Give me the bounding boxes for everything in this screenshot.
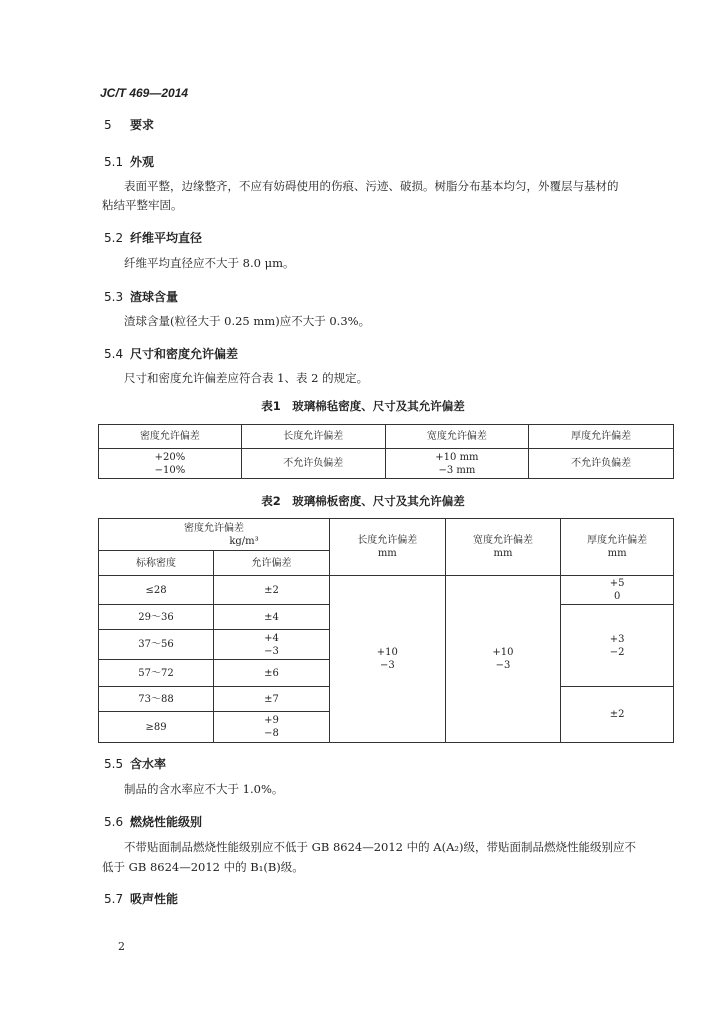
t2-col-tol: 允许偏差 bbox=[214, 551, 330, 576]
section-5-2-text: 纤维平均直径应不大于 8.0 μm。 bbox=[124, 256, 295, 270]
t2-thickness-value-2: +3 −2 bbox=[561, 605, 674, 687]
t1-header-density: 密度允许偏差 bbox=[99, 425, 242, 449]
t1-header-length: 长度允许偏差 bbox=[241, 425, 385, 449]
section-5-3-heading: 5.3 渣球含量 bbox=[104, 290, 179, 304]
table-row-tol: ±6 bbox=[214, 660, 330, 687]
t2-thickness-value-3: ±2 bbox=[561, 687, 674, 743]
section-5-1-text-line2: 粘结平整牢固。 bbox=[102, 198, 183, 212]
document-header: JC/T 469—2014 bbox=[100, 86, 189, 100]
t1-length-cell: 不允许负偏差 bbox=[241, 449, 385, 479]
t2-thickness-header: 厚度允许偏差 mm bbox=[561, 519, 674, 576]
section-5-4-heading: 5.4 尺寸和密度允许偏差 bbox=[104, 347, 239, 361]
table-row-nominal: ≥89 bbox=[99, 712, 214, 743]
table1 bbox=[98, 424, 674, 479]
table-row-tol: +9 −8 bbox=[214, 712, 330, 743]
t2-length-value: +10 −3 bbox=[329, 576, 445, 743]
table-row-tol: +4 −3 bbox=[214, 630, 330, 660]
section-5-5-text: 制品的含水率应不大于 1.0%。 bbox=[124, 782, 284, 796]
section-5-5-heading: 5.5 含水率 bbox=[104, 757, 167, 771]
t2-thickness-value-1: +5 0 bbox=[561, 576, 674, 605]
t2-col-nominal: 标称密度 bbox=[99, 551, 214, 576]
t2-length-header: 长度允许偏差 mm bbox=[329, 519, 445, 576]
table2-caption: 表2 玻璃棉板密度、尺寸及其允许偏差 bbox=[261, 494, 465, 508]
t1-density-cell: +20% −10% bbox=[99, 449, 242, 479]
t1-header-thickness: 厚度允许偏差 bbox=[529, 425, 674, 449]
table-row-nominal: 37～56 bbox=[99, 630, 214, 660]
t1-header-width: 宽度允许偏差 bbox=[385, 425, 529, 449]
page-number: 2 bbox=[118, 940, 125, 953]
t2-width-header: 宽度允许偏差 mm bbox=[445, 519, 561, 576]
table-row-tol: ±2 bbox=[214, 576, 330, 605]
section-5-2-heading: 5.2 纤维平均直径 bbox=[104, 231, 203, 245]
table-row-nominal: 29～36 bbox=[99, 605, 214, 630]
t2-width-value: +10 −3 bbox=[445, 576, 561, 743]
section-5-heading: 5 要求 bbox=[104, 118, 155, 132]
section-5-7-heading: 5.7 吸声性能 bbox=[104, 892, 179, 906]
table-row-tol: ±4 bbox=[214, 605, 330, 630]
table2 bbox=[98, 518, 674, 743]
table-row-nominal: 73～88 bbox=[99, 687, 214, 712]
section-5-1-text-line1: 表面平整，边缘整齐，不应有妨碍使用的伤痕、污迹、破损。树脂分布基本均匀，外覆层与基材的 bbox=[124, 179, 619, 193]
t2-density-header: 密度允许偏差 kg/m³ bbox=[99, 519, 330, 551]
section-5-4-text: 尺寸和密度允许偏差应符合表 1、表 2 的规定。 bbox=[124, 371, 369, 385]
table1-caption: 表1 玻璃棉毡密度、尺寸及其允许偏差 bbox=[261, 399, 465, 413]
section-5-3-text: 渣球含量(粒径大于 0.25 mm)应不大于 0.3%。 bbox=[124, 314, 371, 328]
section-5-6-text-line2: 低于 GB 8624—2012 中的 B₁(B)级。 bbox=[102, 860, 304, 874]
t1-width-cell: +10 mm −3 mm bbox=[385, 449, 529, 479]
section-5-6-text-line1: 不带贴面制品燃烧性能级别应不低于 GB 8624—2012 中的 A(A₂)级，带贴面制品燃烧性能级别应不 bbox=[124, 840, 636, 854]
table-row-tol: ±7 bbox=[214, 687, 330, 712]
section-5-1-heading: 5.1 外观 bbox=[104, 155, 155, 169]
t1-thickness-cell: 不允许负偏差 bbox=[529, 449, 674, 479]
section-5-6-heading: 5.6 燃烧性能级别 bbox=[104, 815, 203, 829]
table-row-nominal: ≤28 bbox=[99, 576, 214, 605]
table-row-nominal: 57～72 bbox=[99, 660, 214, 687]
